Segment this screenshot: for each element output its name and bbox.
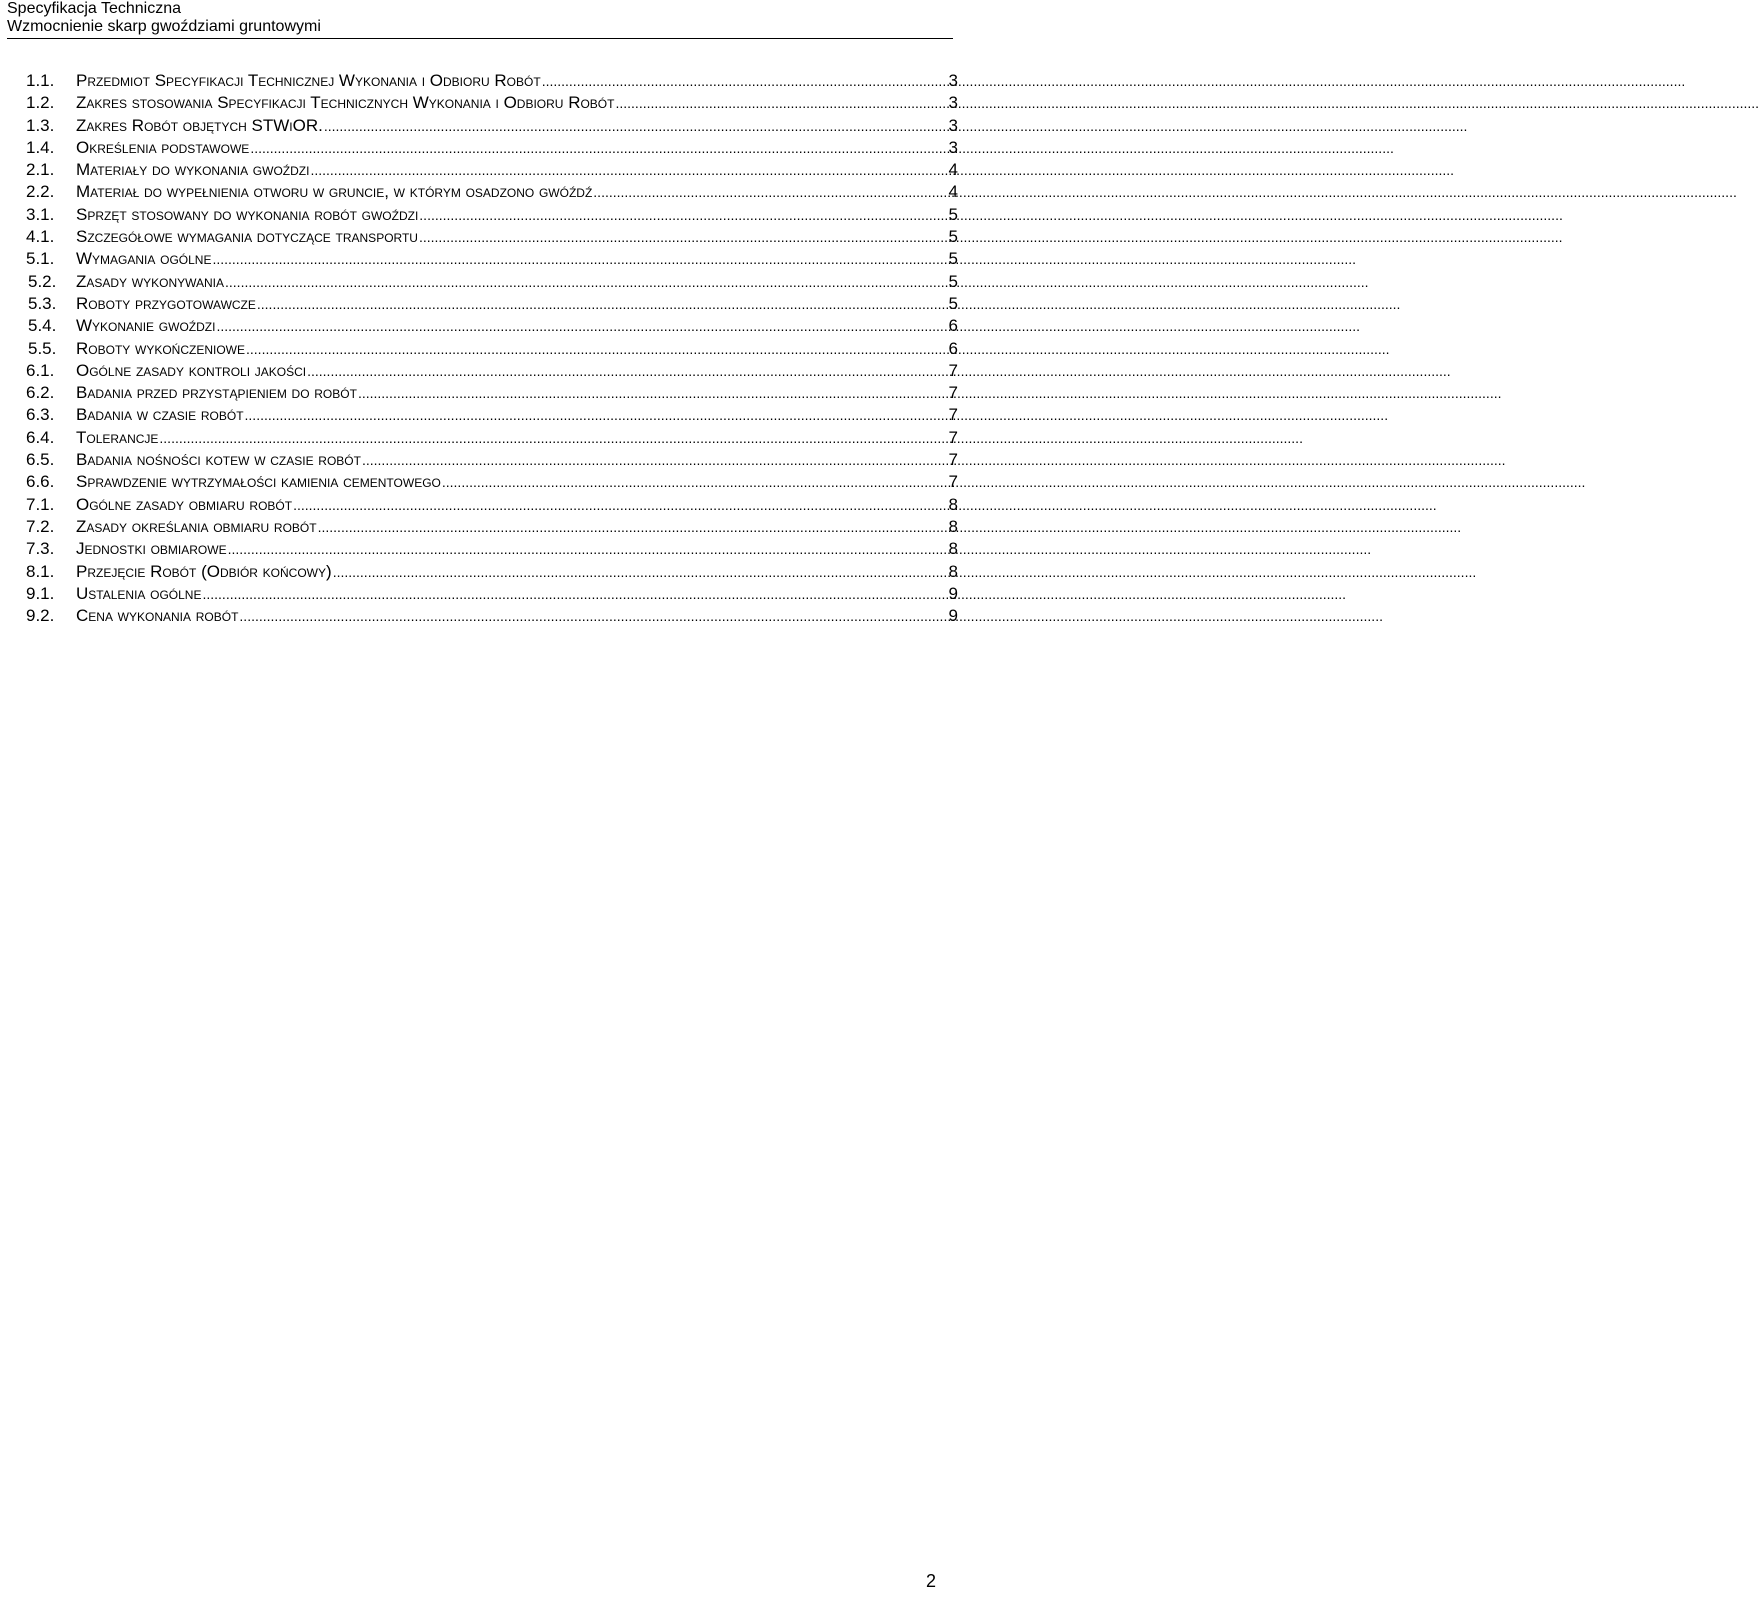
toc-dot-leader — [542, 70, 948, 92]
toc-entry[interactable] — [26, 516, 958, 538]
toc-entry[interactable] — [26, 204, 958, 226]
toc-entry[interactable] — [26, 538, 958, 560]
toc-entry-page: 3 — [948, 115, 958, 135]
toc-entry[interactable] — [26, 293, 958, 315]
toc-entry-title: Zakres stosowania Specyfikacji Technicznych Wykonania i Odbioru Robót — [76, 93, 615, 113]
toc-dot-leader — [419, 204, 947, 226]
toc-entry-page: 7 — [948, 360, 958, 380]
toc-entry-number: 5.4. — [28, 316, 57, 336]
toc-entry-page: 6 — [948, 316, 958, 336]
toc-entry-number: 5.3. — [28, 293, 57, 313]
toc-entry-title: Sprzęt stosowany do wykonania robót gwoździ — [76, 204, 419, 224]
toc-dot-leader — [257, 293, 948, 315]
toc-dot-leader — [324, 115, 948, 137]
toc-dot-leader — [216, 315, 947, 337]
toc-entry-page: 8 — [948, 561, 958, 581]
toc-entry-number: 5.2. — [28, 271, 57, 291]
toc-entry-page: 8 — [948, 539, 958, 559]
toc-entry-page: 7 — [948, 427, 958, 447]
toc-entry[interactable] — [26, 449, 958, 471]
toc-entry-page: 7 — [948, 450, 958, 470]
header-document-title: Wzmocnienie skarp gwoździami gruntowymi — [7, 18, 321, 35]
toc-entry-title: Zasady określania obmiaru robót — [76, 516, 317, 536]
toc-entry-number: 9.2. — [26, 606, 55, 626]
toc-entry-title: Przejęcie Robót (Odbiór końcowy) — [76, 561, 332, 581]
toc-entry-title: Ogólne zasady kontroli jakości — [76, 360, 307, 380]
toc-entry[interactable] — [26, 159, 958, 181]
toc-entry-page: 7 — [948, 472, 958, 492]
toc-entry[interactable] — [26, 70, 958, 92]
toc-entry[interactable] — [26, 471, 958, 493]
toc-entry[interactable] — [26, 248, 958, 270]
toc-entry-page: 7 — [948, 383, 958, 403]
toc-dot-leader — [358, 382, 948, 404]
toc-dot-leader — [307, 360, 947, 382]
toc-entry[interactable] — [26, 115, 958, 137]
toc-entry-number: 1.3. — [26, 115, 55, 135]
toc-entry[interactable] — [26, 181, 958, 203]
toc-entry-title: Roboty wykończeniowe — [76, 338, 246, 358]
toc-dot-leader — [202, 583, 947, 605]
toc-entry[interactable] — [26, 338, 958, 360]
toc-dot-leader — [593, 181, 947, 203]
toc-entry-title: Jednostki obmiarowe — [76, 539, 227, 559]
toc-entry-number: 4.1. — [26, 227, 55, 247]
toc-entry[interactable] — [26, 360, 958, 382]
toc-entry-number: 3.1. — [26, 204, 55, 224]
toc-entry-page: 3 — [948, 137, 958, 157]
toc-entry-number: 9.1. — [26, 583, 55, 603]
toc-entry-title: Badania w czasie robót — [76, 405, 244, 425]
toc-entry[interactable] — [26, 137, 958, 159]
toc-dot-leader — [246, 338, 948, 360]
toc-entry-title: Badania nośności kotew w czasie robót — [76, 450, 361, 470]
toc-entry[interactable] — [26, 271, 958, 293]
toc-entry-number: 7.2. — [26, 516, 55, 536]
toc-dot-leader — [442, 471, 948, 493]
toc-entry-number: 1.4. — [26, 137, 55, 157]
toc-entry-title: Ogólne zasady obmiaru robót — [76, 494, 293, 514]
toc-entry-title: Wymagania ogólne — [76, 249, 212, 269]
toc-entry[interactable] — [26, 226, 958, 248]
toc-dot-leader — [250, 137, 947, 159]
toc-entry-title: Zasady wykonywania — [76, 271, 225, 291]
toc-entry-number: 7.1. — [26, 494, 55, 514]
toc-entry-title: Przedmiot Specyfikacji Technicznej Wykonania i Odbioru Robót — [76, 71, 541, 90]
toc-entry[interactable] — [26, 427, 958, 449]
toc-entry-page: 8 — [948, 494, 958, 514]
toc-entry[interactable] — [26, 494, 958, 516]
toc-entry-title: Tolerancje — [76, 427, 159, 447]
toc-entry[interactable] — [26, 404, 958, 426]
toc-dot-leader — [228, 538, 948, 560]
toc-entry-number: 6.1. — [26, 360, 55, 380]
toc-entry-number: 6.3. — [26, 405, 55, 425]
toc-entry-page: 7 — [948, 405, 958, 425]
toc-dot-leader — [333, 561, 948, 583]
toc-dot-leader — [239, 605, 947, 627]
toc-entry-number: 2.2. — [26, 182, 55, 202]
toc-entry-page: 9 — [948, 606, 958, 626]
toc-entry-page: 5 — [948, 293, 958, 313]
toc-entry-title: Materiał do wypełnienia otworu w gruncie, w którym osadzono gwóźdź — [76, 182, 593, 202]
toc-entry[interactable] — [26, 315, 958, 337]
toc-entry-number: 5.5. — [28, 338, 57, 358]
toc-entry-number: 1.2. — [26, 93, 55, 113]
toc-entry-title: Szczegółowe wymagania dotyczące transportu — [76, 227, 418, 247]
toc-entry-page: 4 — [948, 160, 958, 180]
toc-dot-leader — [245, 404, 948, 426]
toc-dot-leader — [362, 449, 948, 471]
table-of-contents — [26, 70, 958, 627]
toc-entry-title: Zakres Robót objętych STWiOR. — [76, 115, 323, 135]
toc-entry-title: Materiały do wykonania gwoździ — [76, 160, 310, 180]
toc-entry-page: 4 — [948, 182, 958, 202]
toc-entry-title: Ustalenia ogólne — [76, 583, 202, 603]
toc-entry-number: 8.1. — [26, 561, 55, 581]
toc-entry[interactable] — [26, 382, 958, 404]
header-document-type: Specyfikacja Techniczna — [7, 0, 182, 17]
toc-dot-leader — [419, 226, 948, 248]
toc-entry-number: 2.1. — [26, 160, 55, 180]
toc-dot-leader — [615, 92, 947, 114]
toc-entry-page: 3 — [948, 71, 958, 90]
toc-entry-page: 9 — [948, 583, 958, 603]
toc-entry[interactable] — [26, 605, 958, 627]
toc-dot-leader — [212, 248, 947, 270]
page-header — [7, 0, 953, 39]
toc-dot-leader — [225, 271, 948, 293]
toc-entry-title: Wykonanie gwoździ — [76, 316, 216, 336]
toc-entry-page: 6 — [948, 338, 958, 358]
toc-entry-page: 3 — [948, 93, 958, 113]
toc-entry-number: 7.3. — [26, 539, 55, 559]
toc-entry[interactable] — [26, 92, 958, 114]
toc-entry-number: 1.1. — [26, 71, 55, 90]
toc-entry-page: 5 — [948, 249, 958, 269]
toc-entry-page: 8 — [948, 516, 958, 536]
toc-entry-number: 6.4. — [26, 427, 55, 447]
toc-entry[interactable] — [26, 561, 958, 583]
toc-entry-title: Cena wykonania robót — [76, 606, 239, 626]
toc-dot-leader — [159, 427, 947, 449]
toc-dot-leader — [293, 494, 947, 516]
toc-entry-number: 6.2. — [26, 383, 55, 403]
toc-entry-number: 6.6. — [26, 472, 55, 492]
toc-dot-leader — [318, 516, 948, 538]
toc-entry-title: Badania przed przystąpieniem do robót — [76, 383, 357, 403]
toc-entry-page: 5 — [948, 227, 958, 247]
toc-entry-page: 5 — [948, 204, 958, 224]
toc-entry-number: 6.5. — [26, 450, 55, 470]
page-number: 2 — [925, 1571, 936, 1591]
toc-entry-number: 5.1. — [26, 249, 55, 269]
toc-entry-title: Sprawdzenie wytrzymałości kamienia cementowego — [76, 472, 441, 492]
toc-entry-title: Roboty przygotowawcze — [76, 293, 256, 313]
toc-entry[interactable] — [26, 583, 958, 605]
toc-entry-title: Określenia podstawowe — [76, 137, 250, 157]
toc-entry-page: 5 — [948, 271, 958, 291]
toc-dot-leader — [310, 159, 947, 181]
